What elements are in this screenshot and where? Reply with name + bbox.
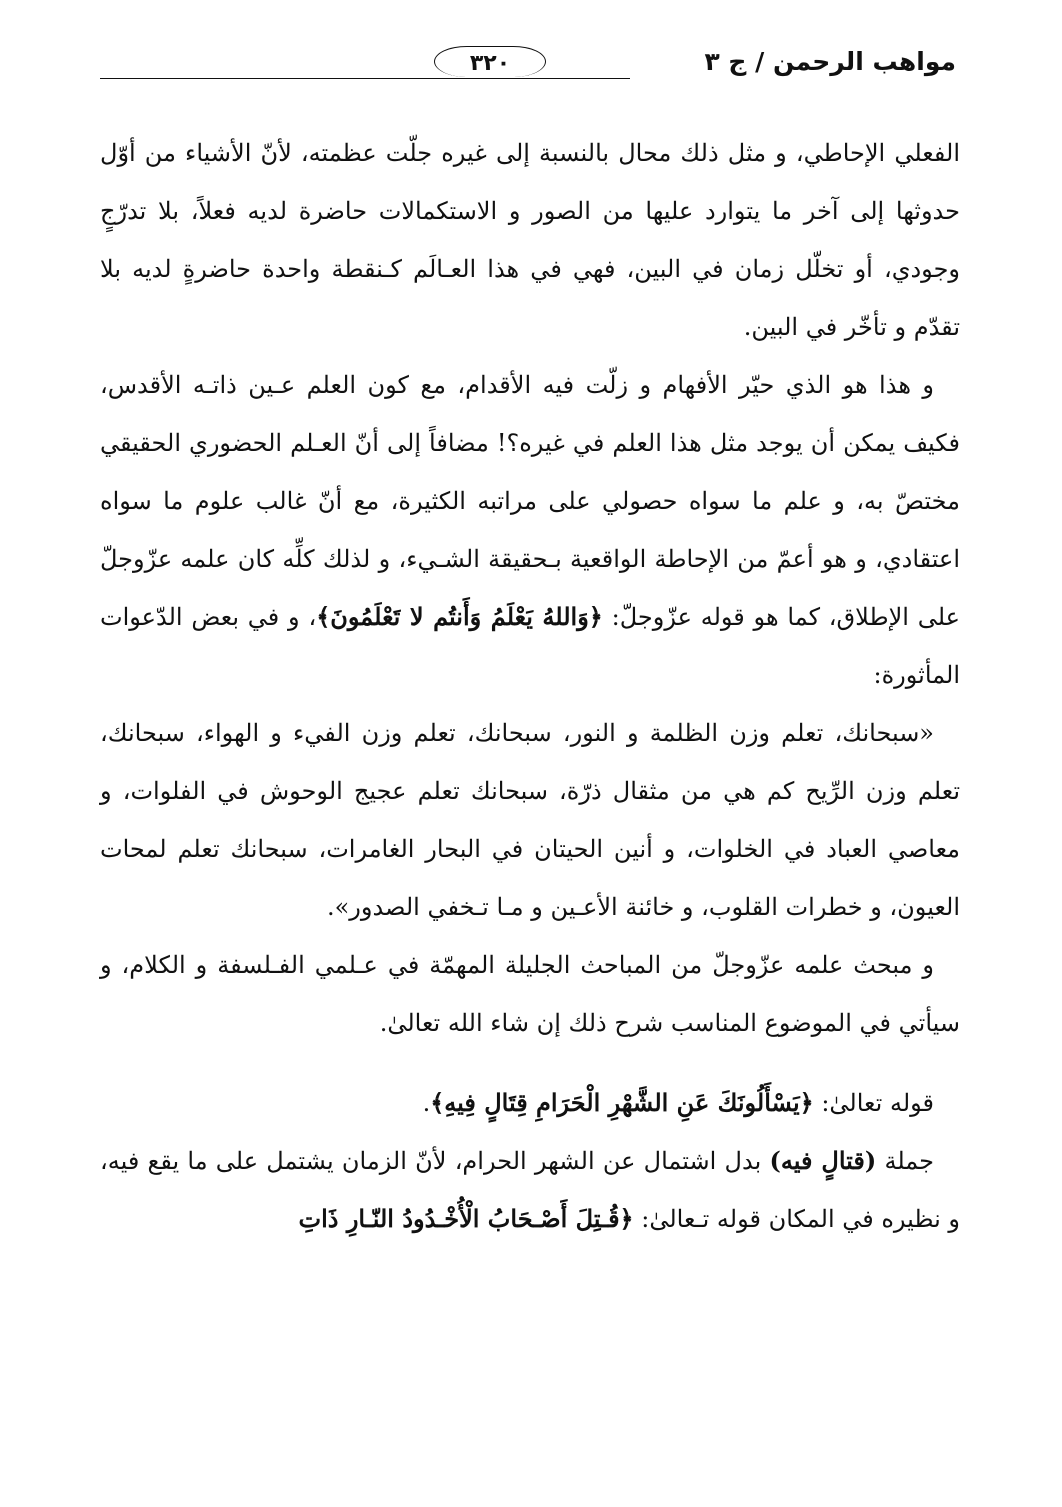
paragraph-4: و مبحث علمه عزّوجلّ من المباحث الجليلة المهمّة في عـلمي الفـلسفة و الكلام، و سيأتي في الموضوع المناسب شرح ذلك إن شاء الله تعالىٰ. bbox=[100, 951, 960, 1037]
header-rule bbox=[100, 78, 630, 79]
verse-heading bbox=[100, 1074, 960, 1132]
verse-heading-tail: . bbox=[422, 1089, 431, 1117]
page-header bbox=[100, 42, 960, 94]
page-body bbox=[100, 124, 960, 1248]
paragraph-2-text: و هذا هو الذي حيّر الأفهام و زلّت فيه الأقدام، مع كون العلم عـين ذاتـه الأقدس، فكيف يمكن أن يوجد مثل هذا العلم في غيره؟! مضافاً إلى أنّ العـلم الحضوري الحقيقي مختصّ به، و علم ما سواه حصولي على مراتبه الكثيرة، مع أنّ غالب علوم ما سواه اعتقادي، و هو أعمّ من الإحاطة الواقعية بـحقيقة الشـيء، و لذلك كلِّه كان علمه عزّوجلّ على الإطلاق، كما هو قوله عزّوجلّ: bbox=[100, 371, 960, 631]
verse-heading-lead: قوله تعالىٰ: bbox=[821, 1089, 934, 1117]
paragraph-2-tail: ، و في بعض الدّعوات المأثورة: bbox=[100, 603, 960, 689]
paragraph-6-text: بدل اشتمال عن الشهر الحرام، لأنّ الزمان يشتمل على ما يقع فيه، و نظيره في المكان قوله تـعالىٰ: bbox=[100, 1147, 960, 1233]
page-number: ٣٢٠ bbox=[434, 46, 546, 77]
paragraph-6-lead: جملة bbox=[884, 1147, 934, 1175]
quran-verse: ﴿يَسْأَلُونَكَ عَنِ الشَّهْرِ الْحَرَامِ قِتَالٍ فِيهِ﴾ bbox=[430, 1088, 814, 1117]
paragraph-6 bbox=[100, 1132, 960, 1248]
running-title: مواهب الرحمن / ج ٣ bbox=[704, 47, 956, 76]
quran-verse: ﴿قُـتِلَ أَصْـحَابُ الْأُخْـدُودُ النّـارِ ذَاتِ bbox=[298, 1204, 634, 1233]
bold-phrase: (قتالٍ فيه) bbox=[769, 1146, 877, 1175]
quran-verse: ﴿وَاللهُ يَعْلَمُ وَأَنتُم لا تَعْلَمُونَ﴾ bbox=[316, 602, 603, 631]
paragraph-2 bbox=[100, 356, 960, 704]
paragraph-1: الفعلي الإحاطي، و مثل ذلك محال بالنسبة إلى غيره جلّت عظمته، لأنّ الأشياء من أوّل حدوثها إلى آخر ما يتوارد عليها من الصور و الاستكمالات حاضرة لديه فعلاً، بلا تدرّجٍ وجودي، أو تخلّل زمان في البين، فهي في هذا العـالَم كـنقطة واحدة حاضرةٍ لديه بلا تقدّم و تأخّر في البين. bbox=[100, 139, 960, 341]
supplication-quote: «سبحانك، تعلم وزن الظلمة و النور، سبحانك، تعلم وزن الفيء و الهواء، سبحانك، تعلم وزن الرِّيح كم هي من مثقال ذرّة، سبحانك تعلم عجيج الوحوش في الفلوات، و معاصي العباد في الخلوات، و أنين الحيتان في البحار الغامرات، سبحانك تعلم لمحات العيون، و خطرات القلوب، و خائنة الأعـين و مـا تـخفي الصدور». bbox=[100, 719, 960, 921]
